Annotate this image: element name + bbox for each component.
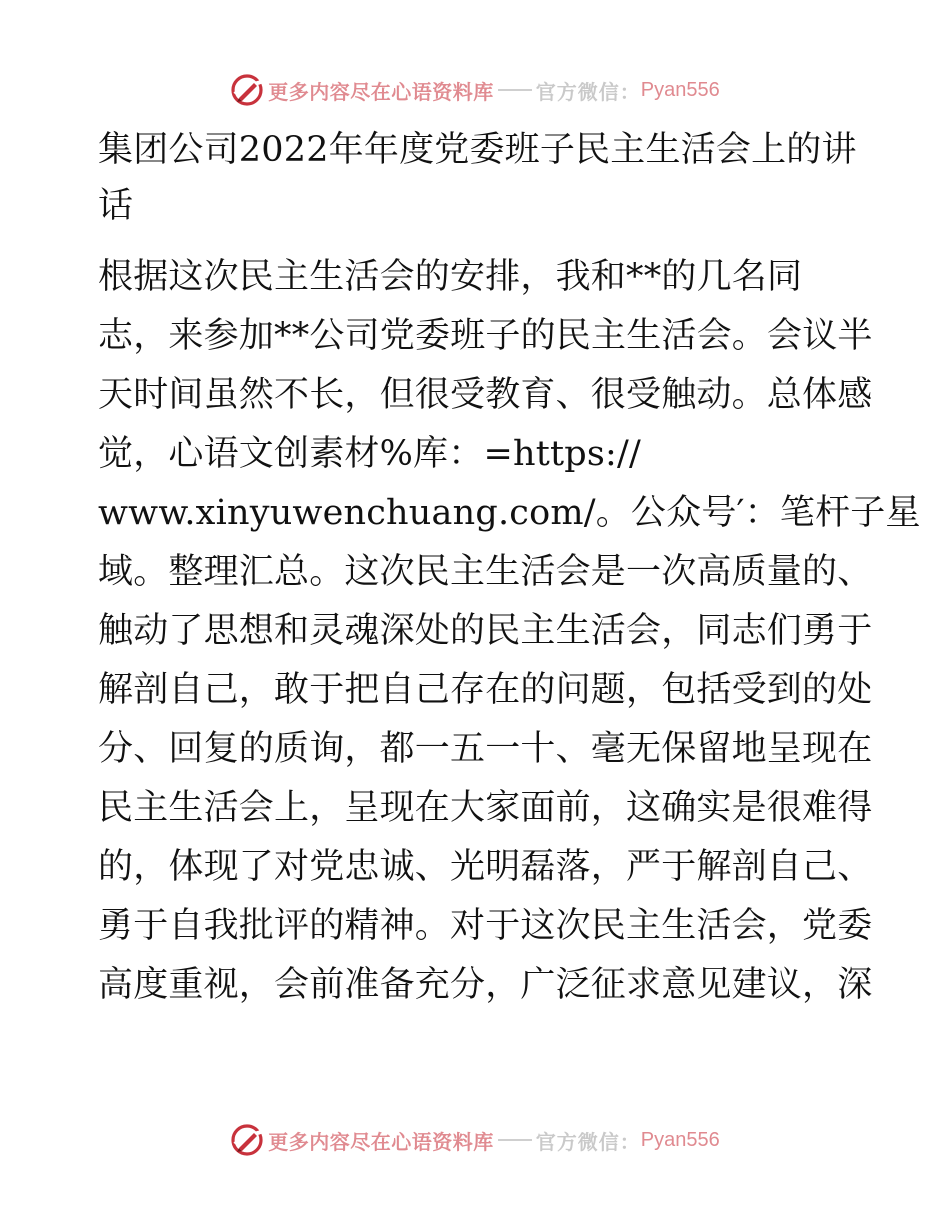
watermark-separator xyxy=(498,1139,532,1141)
body-line: 的，体现了对党忠诚、光明磊落，严于解剖自己、 xyxy=(98,847,873,887)
watermark-text: 更多内容尽在心语资料库 xyxy=(268,1131,494,1154)
header-watermark xyxy=(0,70,950,110)
watermark-separator xyxy=(498,89,532,91)
body-line: 域。整理汇总。这次民主生活会是一次高质量的、 xyxy=(98,552,873,592)
body-line: 分、回复的质询，都一五一十、毫无保留地呈现在 xyxy=(98,729,873,769)
body-line: 根据这次民主生活会的安排，我和**的几名同 xyxy=(98,257,803,297)
body-line: 天时间虽然不长，但很受教育、很受触动。总体感 xyxy=(98,375,873,415)
pen-logo-icon xyxy=(230,1123,264,1157)
document-title-line-2: 话 xyxy=(98,186,134,226)
pen-logo-icon xyxy=(230,73,264,107)
watermark-label: 官方微信： xyxy=(535,81,641,104)
body-line: 民主生活会上，呈现在大家面前，这确实是很难得 xyxy=(98,788,873,828)
watermark-label: 官方微信： xyxy=(535,1131,641,1154)
watermark-handle: Pyan556 xyxy=(640,1128,720,1151)
body-line: 触动了思想和灵魂深处的民主生活会，同志们勇于 xyxy=(98,611,873,651)
watermark-text: 更多内容尽在心语资料库 xyxy=(268,81,494,104)
body-line: 志，来参加**公司党委班子的民主生活会。会议半 xyxy=(98,316,873,356)
body-line: 高度重视，会前准备充分，广泛征求意见建议，深 xyxy=(98,965,873,1005)
body-line: 勇于自我批评的精神。对于这次民主生活会，党委 xyxy=(98,906,873,946)
document-title-line-1: 集团公司2022年年度党委班子民主生活会上的讲 xyxy=(98,130,857,170)
body-line: 觉，心语文创素材%库：=https:// xyxy=(98,434,641,474)
watermark-handle: Pyan556 xyxy=(640,78,720,101)
footer-watermark xyxy=(0,1120,950,1160)
body-line: 解剖自己，敢于把自己存在的问题，包括受到的处 xyxy=(98,670,873,710)
body-line: www.xinyuwenchuang.com/。公众号′：笔杆子星 xyxy=(98,493,921,533)
